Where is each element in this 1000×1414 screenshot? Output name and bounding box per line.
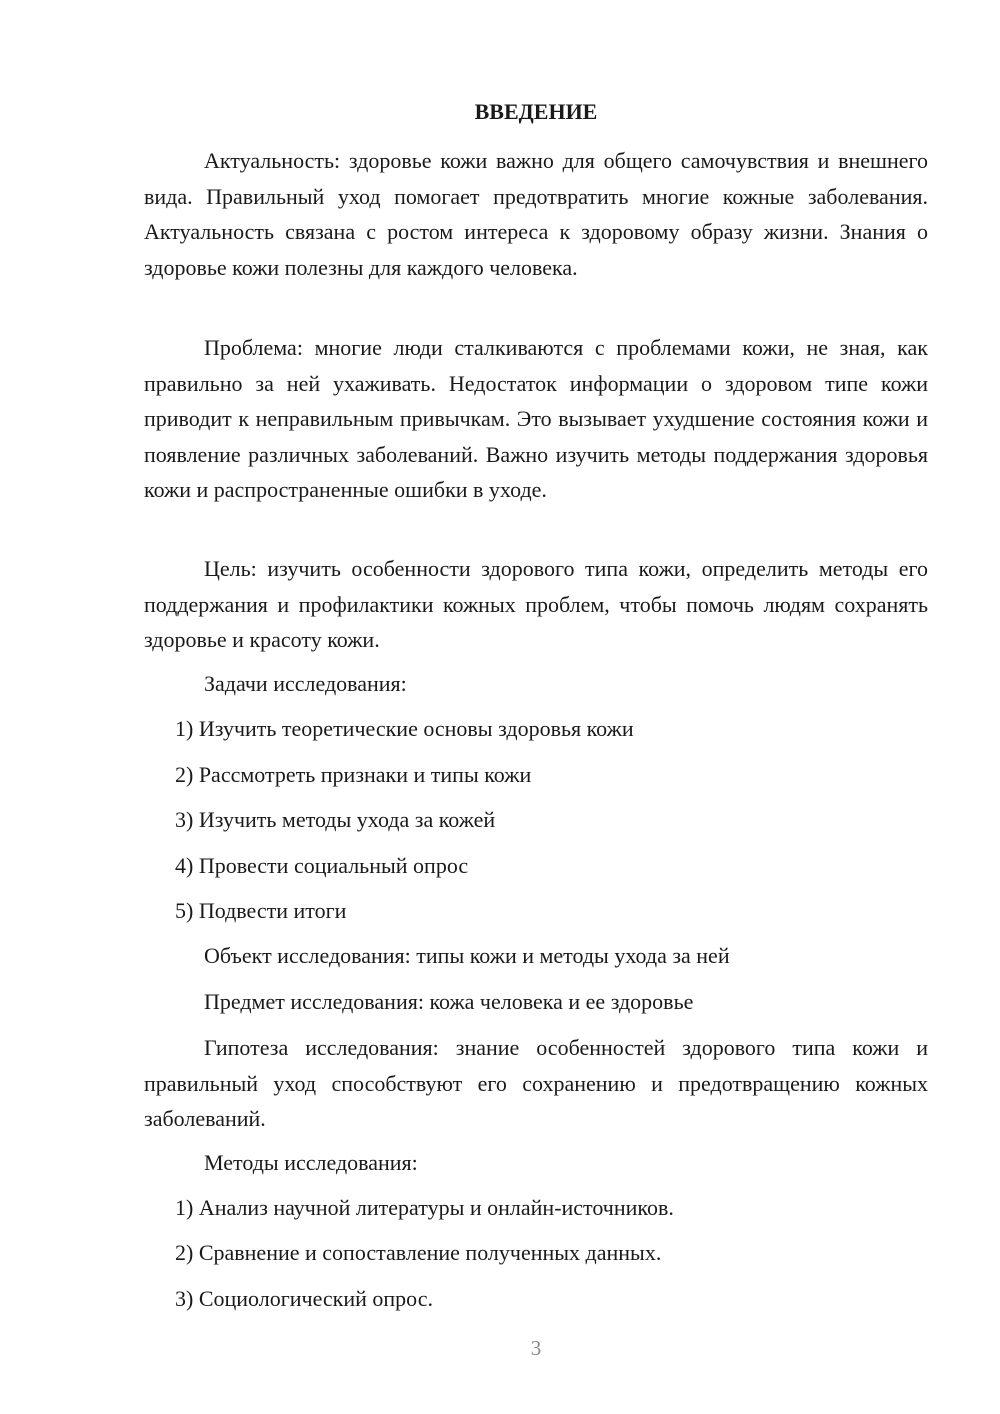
task-list-item: 4) Провести социальный опрос	[175, 853, 469, 878]
research-subject: Предмет исследования: кожа человека и ее здоровье	[204, 989, 694, 1014]
problem-paragraph: Проблема: многие люди сталкиваются с проблемами кожи, не зная, как правильно за ней ухаживать. Недостаток информации о здоровом типе кожи приводит к неправильным привычкам. Это вызывает ухудшение состояния кожи и появление различных заболеваний. Важно изучить методы поддержания здоровья кожи и распространенные ошибки в уходе.	[144, 335, 928, 502]
task-list-item: 2) Рассмотреть признаки и типы кожи	[175, 762, 532, 787]
method-list-item: 3) Социологический опрос.	[175, 1286, 433, 1311]
task-list-item: 3) Изучить методы ухода за кожей	[175, 807, 496, 832]
page-title: ВВЕДЕНИЕ	[474, 99, 598, 124]
method-list-item: 2) Сравнение и сопоставление полученных данных.	[175, 1240, 662, 1265]
task-list-item: 1) Изучить теоретические основы здоровья кожи	[175, 716, 634, 741]
page-number: 3	[530, 1336, 542, 1360]
methods-heading: Методы исследования:	[204, 1150, 418, 1175]
goal-paragraph: Цель: изучить особенности здорового типа кожи, определить методы его поддержания и профилактики кожных проблем, чтобы помочь людям сохранять здоровье и красоту кожи.	[144, 556, 928, 652]
task-list-item: 5) Подвести итоги	[175, 898, 347, 923]
research-object: Объект исследования: типы кожи и методы ухода за ней	[204, 943, 730, 968]
hypothesis-paragraph: Гипотеза исследования: знание особенностей здорового типа кожи и правильный уход способствуют его сохранению и предотвращению кожных заболеваний.	[144, 1035, 928, 1131]
relevance-paragraph: Актуальность: здоровье кожи важно для общего самочувствия и внешнего вида. Правильный уход помогает предотвратить многие кожные заболевания. Актуальность связана с ростом интереса к здоровому образу жизни. Знания о здоровье кожи полезны для каждого человека.	[144, 148, 928, 280]
method-list-item: 1) Анализ научной литературы и онлайн-источников.	[175, 1195, 674, 1220]
tasks-heading: Задачи исследования:	[204, 671, 407, 696]
